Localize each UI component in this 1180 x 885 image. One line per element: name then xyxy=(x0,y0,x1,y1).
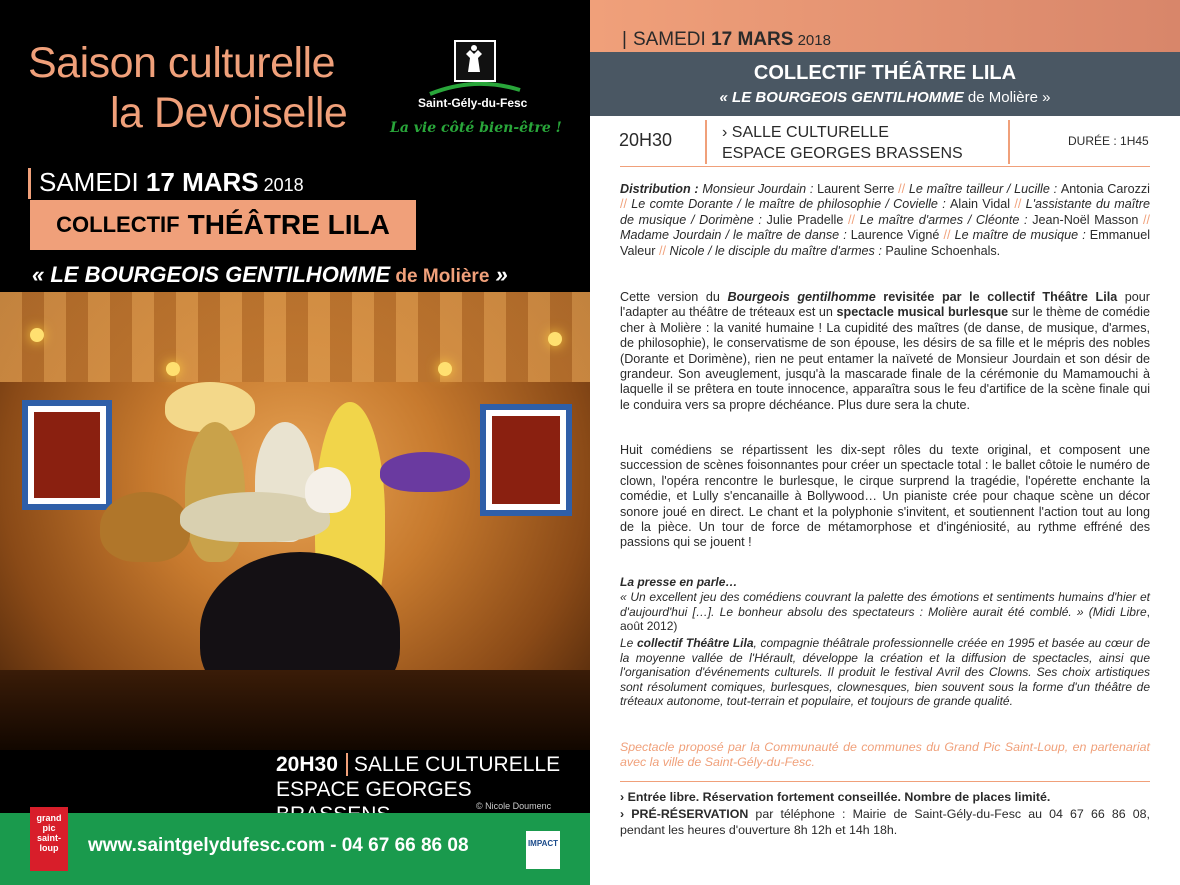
press-source: (Midi Libre xyxy=(1088,604,1147,619)
press-quote-text: « Un excellent jeu des comédiens couvrant la palette des émotions et sentiments humains d'hier et d'aujourd'hui […]. Le bonheur absolu des spectateurs : Molière aurait été comblé. » xyxy=(620,590,1150,619)
distribution-label: Distribution : xyxy=(620,182,703,196)
poster-venue-line2: ESPACE GEORGES xyxy=(276,778,472,801)
town-slogan: La vie côté bien-être ! xyxy=(390,120,562,136)
poster-date-prefix: SAMEDI xyxy=(39,167,146,197)
impact-logo: IMPACT xyxy=(526,831,560,869)
cast-separator: // xyxy=(1010,197,1026,212)
info-time: 20H30 xyxy=(619,130,673,150)
press-quote xyxy=(620,590,1150,634)
info-sheet xyxy=(590,0,1180,885)
version-text: pour l'adapter au théâtre de tréteaux est un xyxy=(620,290,1150,320)
town-name: Saint-Gély-du-Fesc xyxy=(418,96,528,110)
company-text: Le xyxy=(620,636,637,650)
photo-credit: © Nicole Doumenc xyxy=(476,801,552,811)
cast-role: Nicole / le disciple du maître d'armes : xyxy=(669,243,886,258)
cast-separator: // xyxy=(894,182,909,196)
play-title xyxy=(32,262,508,288)
reservation-text: par téléphone : Mairie de Saint-Gély-du-Fesc au 04 67 66 86 08, pendant les heures d'ouverture 8h 12h et 14h 18h. xyxy=(620,807,1150,837)
cast-actor: Julie Pradelle xyxy=(766,212,844,227)
cast-actor: Antonia Carozzi xyxy=(1060,182,1150,196)
company-banner-small: COLLECTIF xyxy=(56,212,180,237)
cast-actor: Pauline Schoenhals. xyxy=(885,243,1001,258)
divider xyxy=(705,120,707,164)
version-text: Cette version du xyxy=(620,290,728,304)
info-venue-line1: › SALLE CULTURELLE xyxy=(722,124,889,141)
cast-role: Le comte Dorante / le maître de philosophie / Covielle : xyxy=(631,197,950,212)
info-date-day: 17 MARS xyxy=(711,29,794,50)
version-play-title: Bourgeois gentilhomme xyxy=(727,290,876,304)
info-venue xyxy=(722,122,963,164)
company-text: , compagnie théâtrale professionnelle créée en 1995 et basée au cœur de la moyenne vallée de l'Hérault, développe la création et la diffusion de spectacles, ainsi que l'organisation d'événements culturels. Il produit le festival Avril des Clowns. Ses choix artistiques sont résolument comiques, burlesques, clownesques, bien souvent sous la forme d'un théâtre de tréteaux autonome, tout-terrain et populaire, et toujours de grande qualité. xyxy=(620,636,1150,708)
cast-separator: // xyxy=(655,243,670,258)
cast-role: Madame Jourdain / le maître de danse : xyxy=(620,228,851,243)
press-date: , août 2012) xyxy=(620,604,1150,633)
cast-separator: // xyxy=(620,197,632,212)
cast-actor: Laurence Vigné xyxy=(850,228,940,243)
entry-info: › Entrée libre. Réservation fortement conseillée. Nombre de places limité. xyxy=(620,790,1051,804)
footer-bar xyxy=(0,813,590,885)
cast-role: Le maître d'armes / Cléonte : xyxy=(859,212,1033,227)
info-venue-line2: ESPACE GEORGES BRASSENS xyxy=(722,145,963,162)
stage-photo xyxy=(0,292,590,750)
play-title-main: « LE BOURGEOIS GENTILHOMME xyxy=(32,262,391,287)
divider xyxy=(620,781,1150,782)
company-banner-big: THÉÂTRE LILA xyxy=(187,209,390,240)
distribution-paragraph xyxy=(620,182,1150,259)
poster-time: 20H30 xyxy=(276,753,348,776)
cast-separator: // xyxy=(843,212,860,227)
press-source-open xyxy=(1089,605,1147,619)
info-date-prefix: SAMEDI xyxy=(632,29,712,50)
info-date-pipe: | xyxy=(622,29,627,50)
town-crest-icon xyxy=(454,40,496,82)
company-bold: collectif Théâtre Lila xyxy=(636,636,754,650)
version-paragraph xyxy=(620,290,1150,413)
cast-actor: Alain Vidal xyxy=(950,197,1011,212)
info-date xyxy=(622,29,831,52)
cast-actor: Jean-Noël Masson xyxy=(1032,212,1139,227)
cast-role: Monsieur Jourdain : xyxy=(702,182,818,196)
reservation-info xyxy=(620,806,1150,838)
info-subtitle-author: de Molière » xyxy=(963,89,1051,106)
grand-pic-logo: grand pic saint-loup xyxy=(30,807,68,871)
season-title xyxy=(28,38,347,138)
cast-paragraph: Huit comédiens se répartissent les dix-sept rôles du texte original, et composent une succession de scènes foisonnantes pour créer un spectacle total : le ballet côtoie le numéro de clown, l'opéra rencontre le burlesque, le cirque surprend la tragédie, l'opérette enchante la comédie, et Lully s'encanaille à Bollywood… Un pianiste crée pour chaque scène un décor sonore joué en direct. Le chant et la polyphonie s'invitent, et soutiennent l'action tout au long de la pièce. Un tour de force de métamorphose et d'ingéniosité, au rythme effréné des passions qui se jouent ! xyxy=(620,443,1150,550)
version-bold: spectacle musical burlesque xyxy=(836,305,1009,320)
play-title-author: de Molière xyxy=(390,266,490,287)
info-subtitle xyxy=(590,89,1180,106)
info-date-year: 2018 xyxy=(793,32,831,49)
version-text: sur le thème de comédie cher à Molière : la vanité humaine ! La cupidité des maîtres (de danse, de musique, d'armes, de philosophie), le conservatisme de son épouse, les désirs de sa fille et le mépris des nobles (Dorante et Dorimène), rien ne peut entamer la naïveté de Monsieur Jourdain et son désir de grandeur. Son aveuglement, jusqu'à la mascarade finale de la cérémonie du Mamamouchi à laquelle il se prêtera en toute innocence, apparaîtra sous le feu d'artifice de la scène finale qui le conduira vers sa propre déchéance. Plus dure sera la chute. xyxy=(620,305,1150,412)
company-paragraph xyxy=(620,636,1150,709)
cast-actor: Emmanuel Valeur xyxy=(620,228,1150,258)
cast-role: Le maître de musique : xyxy=(954,228,1090,243)
version-bold: revisitée par le collectif Théâtre Lila xyxy=(875,290,1118,304)
info-duration-value: 1H45 xyxy=(1120,134,1149,148)
season-title-line2: la Devoiselle xyxy=(110,89,348,137)
info-duration xyxy=(1068,134,1149,148)
reservation-label: › PRÉ-RÉSERVATION xyxy=(620,807,749,821)
town-logo xyxy=(392,38,582,148)
info-duration-label: DURÉE : xyxy=(1068,134,1121,148)
sponsor-paragraph: Spectacle proposé par la Communauté de communes du Grand Pic Saint-Loup, en partenariat avec la ville de Saint-Gély-du-Fesc. xyxy=(620,740,1150,769)
poster-date xyxy=(28,168,304,199)
poster-date-day: 17 MARS xyxy=(145,167,259,197)
company-banner xyxy=(30,200,416,250)
play-title-close: » xyxy=(489,262,508,287)
divider xyxy=(620,166,1150,167)
logo-swoosh-icon xyxy=(428,82,522,96)
info-date-bar xyxy=(590,0,1180,52)
cast-separator: // xyxy=(939,228,955,243)
cast-actor: Laurent Serre xyxy=(817,182,895,196)
press-heading: La presse en parle… xyxy=(620,575,738,589)
info-title: COLLECTIF THÉÂTRE LILA xyxy=(753,62,1017,84)
season-title-line1: Saison culturelle xyxy=(28,39,336,87)
poster-date-year: 2018 xyxy=(258,175,304,195)
divider xyxy=(1008,120,1010,164)
cast-role: Le maître tailleur / Lucille : xyxy=(908,182,1061,196)
info-subtitle-main: « LE BOURGEOIS GENTILHOMME xyxy=(719,89,964,106)
poster-venue-line1: SALLE CULTURELLE xyxy=(353,753,561,776)
info-title-bar xyxy=(590,52,1180,116)
cast-role: L'assistante du maître de musique / Dorimène : xyxy=(620,197,1150,227)
cast-separator: // xyxy=(1138,212,1151,227)
website-phone[interactable]: www.saintgelydufesc.com - 04 67 66 86 08 xyxy=(88,835,469,856)
